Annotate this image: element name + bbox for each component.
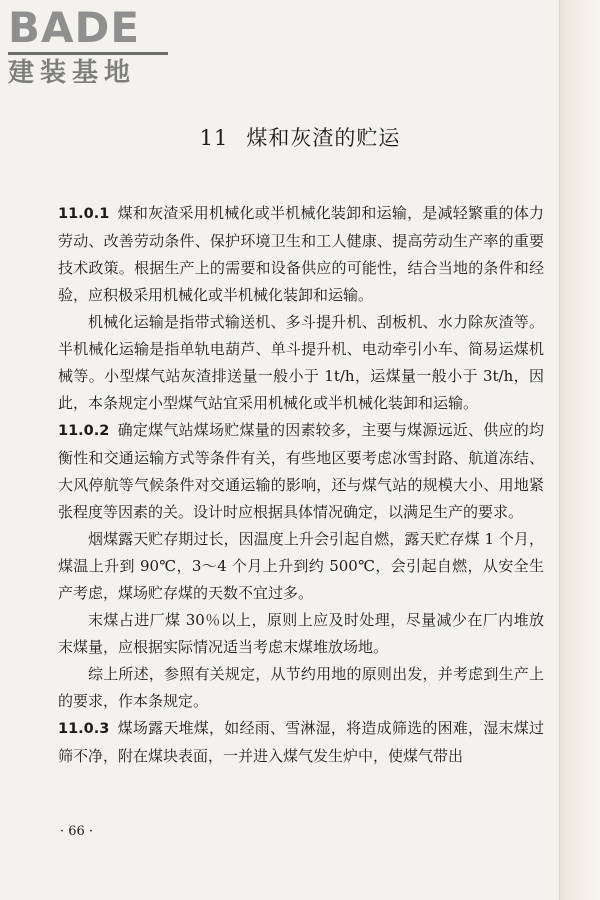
clause-number: 11.0.3 [58,721,110,737]
logo [8,3,178,88]
paragraph-text: 末煤占进厂煤 30％以上，原则上应及时处理，尽量减少在厂内堆放末煤量，应根据实际情况适当考虑末煤堆放场地。 [58,611,544,656]
paragraph-text: 综上所述，参照有关规定，从节约用地的原则出发，并考虑到生产上的要求，作本条规定。 [58,665,544,710]
paragraph-11-0-1 [58,200,544,309]
paragraph [58,607,544,661]
paragraph-text: 机械化运输是指带式输送机、多斗提升机、刮板机、水力除灰渣等。半机械化运输是指单轨电葫芦、单斗提升机、电动牵引小车、简易运煤机械等。小型煤气站灰渣排送量一般小于 1t/h，运煤量一般小于 3t/h，因此，本条规定小型煤气站宜采用机械化或半机械化装卸和运输。 [58,313,544,412]
logo-divider [8,52,168,55]
clause-number: 11.0.1 [58,206,110,222]
paragraph-11-0-3 [58,715,544,770]
paragraph [58,526,544,607]
paragraph-text: 烟煤露天贮存期过长，因温度上升会引起自燃，露天贮存煤 1 个月，煤温上升到 90℃，3～4 个月上升到约 500℃，会引起自燃，从安全生产考虑，煤场贮存煤的天数不宜过多。 [58,530,544,602]
paragraph [58,661,544,715]
paragraph-11-0-2 [58,417,544,526]
clause-number: 11.0.2 [58,423,110,439]
paragraph-text: 确定煤气站煤场贮煤量的因素较多，主要与煤源远近、供应的均衡性和交通运输方式等条件有关，有些地区要考虑冰雪封路、航道冻结、大风停航等气候条件对交通运输的影响，还与煤气站的规模大小、用地紧张程度等因素的关。设计时应根据具体情况确定，以满足生产的要求。 [58,421,544,521]
page-number: · 66 · [60,824,94,839]
chapter-number: 11 [199,126,229,150]
logo-brand: BADE [8,3,141,52]
chapter-title [0,122,600,152]
chapter-title-text: 煤和灰渣的贮运 [246,126,401,150]
paragraph-text: 煤场露天堆煤，如经雨、雪淋湿，将造成筛选的困难，湿末煤过筛不净，附在煤块表面，一并进入煤气发生炉中，使煤气带出 [58,719,544,765]
logo-tagline: 建装基地 [8,58,137,88]
paragraph-text: 煤和灰渣采用机械化或半机械化装卸和运输，是减轻繁重的体力劳动、改善劳动条件、保护环境卫生和工人健康、提高劳动生产率的重要技术政策。根据生产上的需要和设备供应的可能性，结合当地的条件和经验，应积极采用机械化或半机械化装卸和运输。 [58,204,544,304]
paragraph [58,309,544,417]
document-body [58,200,544,770]
